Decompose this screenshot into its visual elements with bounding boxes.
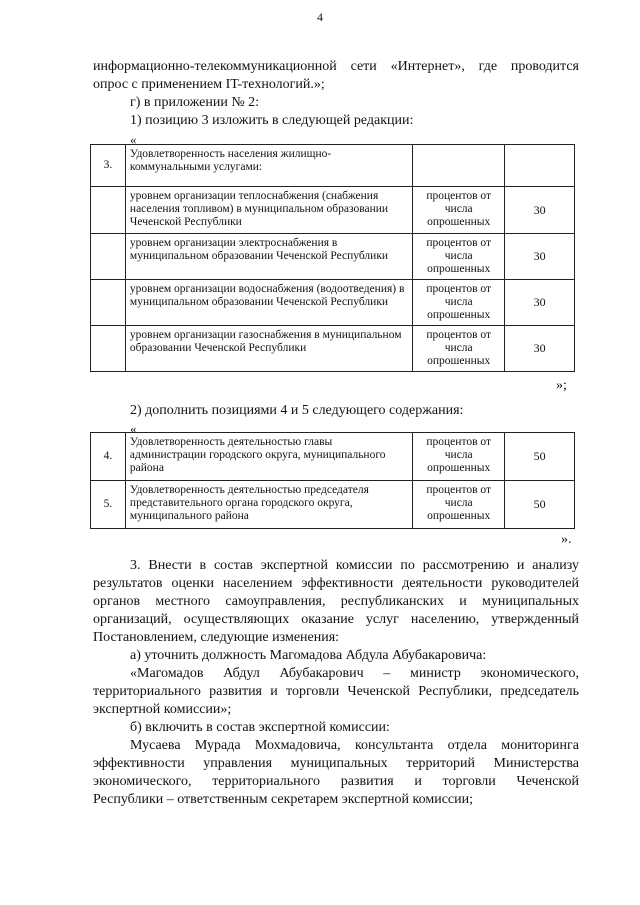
page-number: 4 [317, 10, 323, 24]
position-description: уровнем организации водоснабжения (водоотведения) в муниципальном образовании Чеченской Республики [125, 280, 412, 326]
position-value: 50 [505, 433, 575, 481]
paragraph-line: результатов оценки населением эффективности деятельности руководителей [93, 576, 579, 591]
position-unit: процентов от числа опрошенных [413, 280, 505, 326]
position-value: 30 [505, 234, 575, 280]
paragraph-line: Республики – ответственным секретарем экспертной комиссии; [93, 792, 473, 807]
paragraph-line: г) в приложении № 2: [130, 95, 260, 110]
position-description: уровнем организации электроснабжения в муниципальном образовании Чеченской Республики [125, 234, 412, 280]
empty-cell [91, 280, 126, 326]
paragraph-line: организаций, осуществляющих оказание услуг населению, утвержденный [93, 612, 579, 627]
position-unit [413, 145, 505, 187]
paragraph-line: Мусаева Мурада Мохмадовича, консультанта отдела мониторинга [130, 738, 579, 753]
table-position-3 [90, 144, 575, 372]
empty-cell [91, 326, 126, 372]
position-number: 4. [91, 433, 126, 481]
quote-close: ». [561, 532, 572, 547]
position-description: Удовлетворенность деятельностью главы администрации городского округа, муниципального района [125, 433, 412, 481]
paragraph-line: эффективности управления муниципальных территорий Министерства [93, 756, 579, 771]
quote-close: »; [556, 378, 567, 393]
quote-open: « [130, 421, 137, 436]
position-unit: процентов от числа опрошенных [413, 481, 505, 529]
paragraph-line: 2) дополнить позициями 4 и 5 следующего содержания: [130, 403, 464, 418]
table-row [91, 433, 575, 481]
position-unit: процентов от числа опрошенных [413, 326, 505, 372]
paragraph-line: «Магомадов Абдул Абубакарович – министр экономического, [130, 666, 579, 681]
table-row [91, 187, 575, 234]
paragraph-line: экспертной комиссии»; [93, 702, 232, 717]
table-row [91, 234, 575, 280]
position-value: 30 [505, 280, 575, 326]
table-row [91, 280, 575, 326]
position-unit: процентов от числа опрошенных [413, 187, 505, 234]
paragraph-line: 1) позицию 3 изложить в следующей редакции: [130, 113, 414, 128]
table-row [91, 481, 575, 529]
paragraph-line: информационно-телекоммуникационной сети «Интернет», где проводится [93, 59, 579, 74]
empty-cell [91, 187, 126, 234]
position-value: 30 [505, 187, 575, 234]
paragraph-line: а) уточнить должность Магомадова Абдула Абубакаровича: [130, 648, 487, 663]
paragraph-line: территориального развития и торговли Чеченской Республики, председатель [93, 684, 579, 699]
paragraph-line: органов местного самоуправления, республиканских и муниципальных [93, 594, 579, 609]
table-row [91, 326, 575, 372]
position-unit: процентов от числа опрошенных [413, 234, 505, 280]
quote-open: « [130, 132, 137, 147]
position-description: Удовлетворенность деятельностью председателя представительного органа городского округа, муниципального района [125, 481, 412, 529]
paragraph-line: Постановлением, следующие изменения: [93, 630, 340, 645]
empty-cell [91, 234, 126, 280]
paragraph-line: 3. Внести в состав экспертной комиссии по рассмотрению и анализу [130, 558, 579, 573]
table-positions-4-5 [90, 432, 575, 529]
position-description: Удовлетворенность населения жилищно-коммунальными услугами: [125, 145, 412, 187]
paragraph-line: экономического, территориального развития и торговли Чеченской [93, 774, 579, 789]
position-value [505, 145, 575, 187]
paragraph-line: б) включить в состав экспертной комиссии: [130, 720, 390, 735]
position-value: 30 [505, 326, 575, 372]
paragraph-line: опрос с применением IT-технологий.»; [93, 77, 325, 92]
position-description: уровнем организации газоснабжения в муниципальном образовании Чеченской Республики [125, 326, 412, 372]
position-number: 3. [91, 145, 126, 187]
position-description: уровнем организации теплоснабжения (снабжения населения топливом) в муниципальном образовании Чеченской Республики [125, 187, 412, 234]
position-unit: процентов от числа опрошенных [413, 433, 505, 481]
position-value: 50 [505, 481, 575, 529]
position-number: 5. [91, 481, 126, 529]
table-row [91, 145, 575, 187]
